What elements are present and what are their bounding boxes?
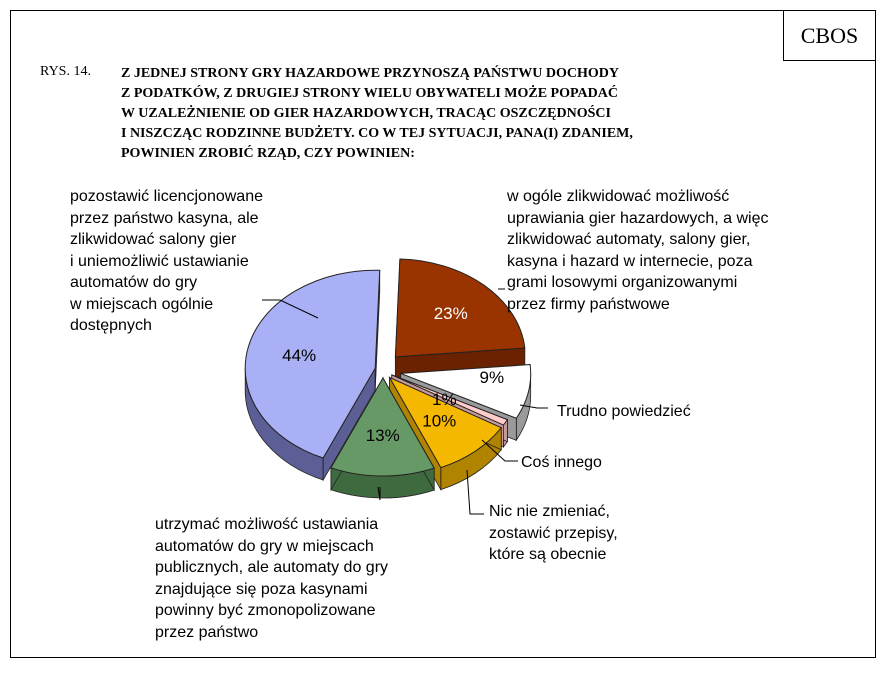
pie-value-label: 13%	[365, 425, 400, 445]
title-line: Z JEDNEJ STRONY GRY HAZARDOWE PRZYNOSZĄ PAŃSTWU DOCHODY	[121, 66, 619, 81]
slice-label-cos-innego: Coś innego	[521, 454, 602, 471]
slice-label-utrzymac: utrzymać możliwość ustawiania automatów do gry w miejscach publicznych, ale automaty do gry znajdujące się poza kasynami powinny być zmonopolizowane przez państwo	[155, 516, 389, 641]
slice-label-nic-nie-zmieniac: Nic nie zmieniać, zostawić przepisy, które są obecnie	[489, 503, 618, 563]
slice-label-zlikwidowac: w ogóle zlikwidować możliwość uprawiania gier hazardowych, a więc zlikwidować automaty, salony gier, kasyna i hazard w internecie, poza grami losowymi organizowanymi przez firmy państwowe	[507, 188, 769, 313]
pie-value-label: 9%	[479, 368, 505, 388]
pie-value-label: 1%	[431, 389, 457, 409]
slice-label-pozostawic: pozostawić licencjonowane przez państwo kasyna, ale zlikwidować salony gier i uniemożliwić ustawianie automatów do gry w miejscach ogólnie dostępnych	[70, 188, 263, 334]
title-line: Z PODATKÓW, Z DRUGIEJ STRONY WIELU OBYWATELI MOŻE POPADAĆ	[121, 86, 618, 101]
title-line: POWINIEN ZROBIĆ RZĄD, CZY POWINIEN:	[121, 146, 415, 161]
title-line: I NISZCZĄC RODZINNE BUDŻETY. CO W TEJ SYTUACJI, PANA(I) ZDANIEM,	[121, 126, 633, 141]
brand-label: CBOS	[800, 22, 859, 48]
title-line: W UZALEŻNIENIE OD GIER HAZARDOWYCH, TRACĄC OSZCZĘDNOŚCI	[121, 106, 611, 121]
slice-label-trudno: Trudno powiedzieć	[557, 403, 691, 420]
pie-value-label: 10%	[422, 411, 457, 431]
pie-value-label: 23%	[433, 303, 468, 323]
pie-value-label: 44%	[282, 346, 317, 366]
figure-number: RYS. 14.	[40, 64, 91, 79]
